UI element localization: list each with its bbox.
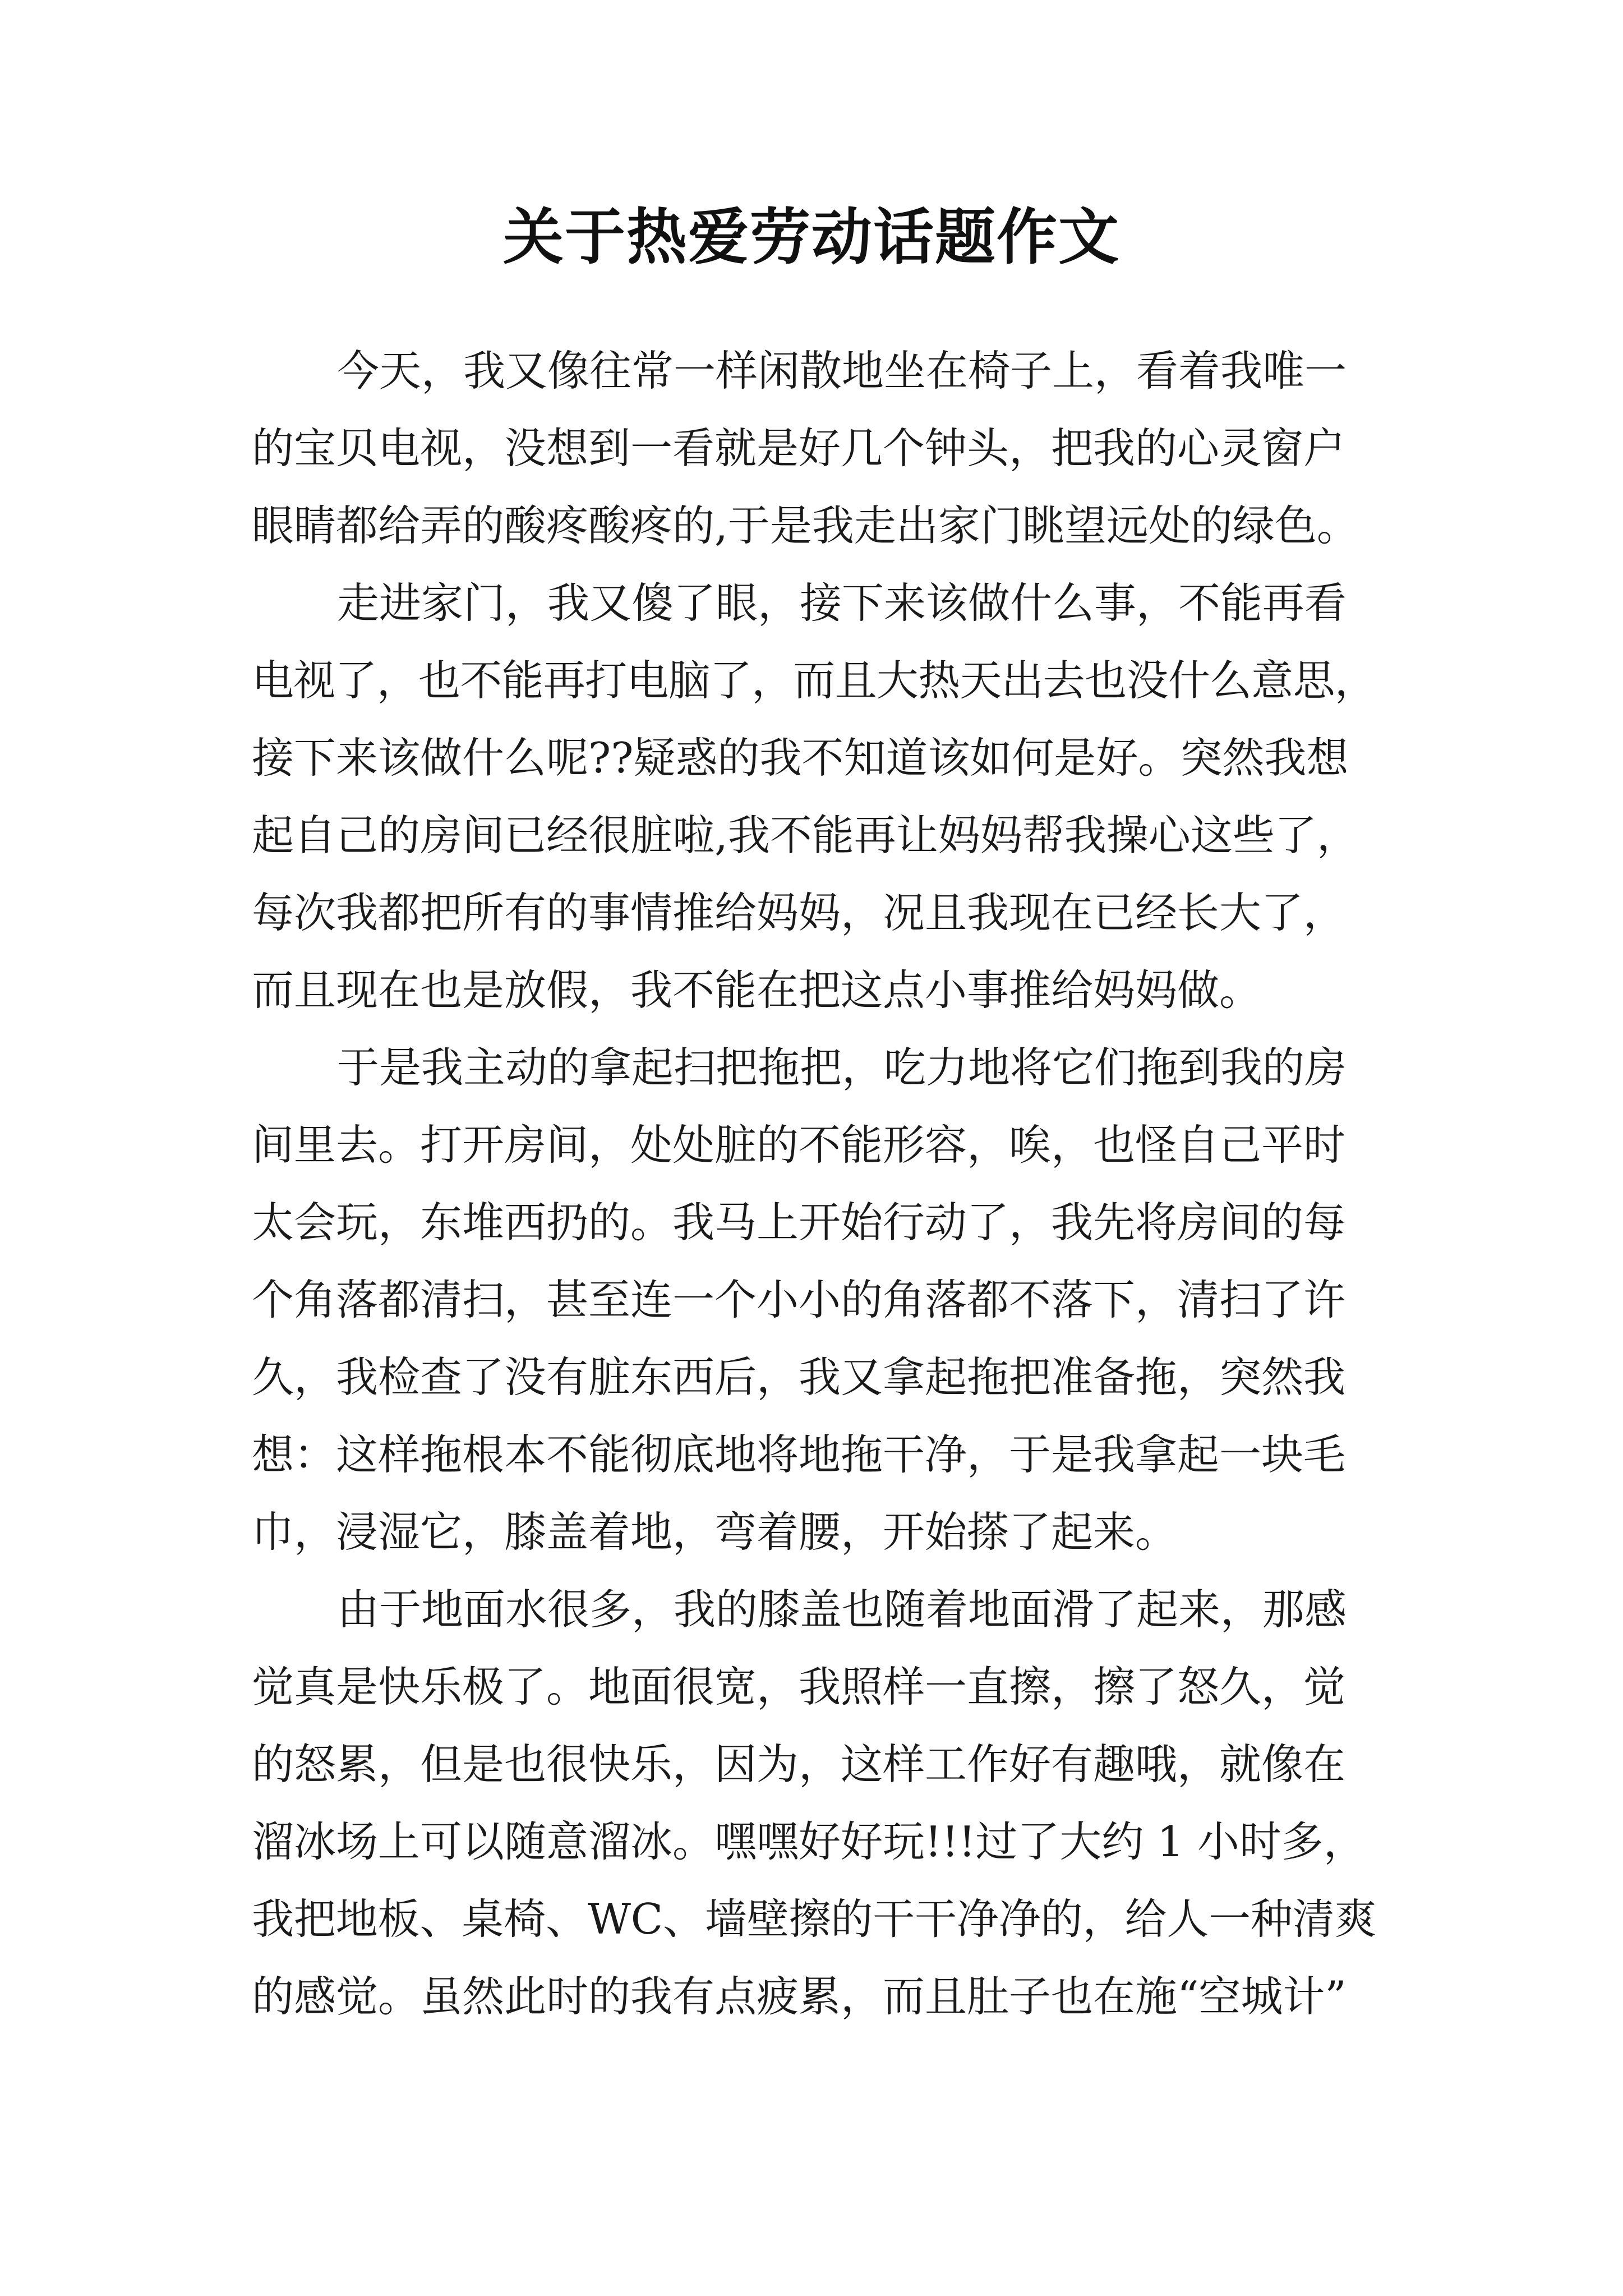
text-line: 想：这样拖根本不能彻底地将地拖干净，于是我拿起一块毛	[252, 1430, 1346, 1479]
text-line: 间里去。打开房间，处处脏的不能形容，唉，也怪自己平时	[252, 1120, 1346, 1170]
text-line: 而且现在也是放假，我不能在把这点小事推给妈妈做。	[252, 965, 1262, 1015]
paragraph-first-line: 今天，我又像往常一样闲散地坐在椅子上，看着我唯一	[337, 346, 1347, 395]
text-line: 的宝贝电视，没想到一看就是好几个钟头，把我的心灵窗户	[252, 424, 1346, 473]
text-line: 巾，浸湿它，膝盖着地，弯着腰，开始搽了起来。	[252, 1507, 1178, 1557]
text-line: 的感觉。虽然此时的我有点疲累，而且肚子也在施“空城计”	[252, 1972, 1347, 2021]
text-line: 每次我都把所有的事情推给妈妈，况且我现在已经长大了，	[252, 888, 1346, 937]
paragraph-first-line: 于是我主动的拿起扫把拖把，吃力地将它们拖到我的房	[337, 1043, 1347, 1092]
paragraph-first-line: 由于地面水很多，我的膝盖也随着地面滑了起来，那感	[337, 1585, 1347, 1634]
text-line: 电视了，也不能再打电脑了，而且大热天出去也没什么意思，	[252, 656, 1376, 705]
text-line: 个角落都清扫，甚至连一个小小的角落都不落下，清扫了许	[252, 1275, 1346, 1324]
text-line: 太会玩，东堆西扔的。我马上开始行动了，我先将房间的每	[252, 1198, 1346, 1247]
paragraph-first-line: 走进家门，我又傻了眼，接下来该做什么事，不能再看	[337, 578, 1347, 628]
document-title: 关于热爱劳动话题作文	[502, 202, 1120, 273]
text-line: 觉真是快乐极了。地面很宽，我照样一直擦，擦了怒久，觉	[252, 1662, 1346, 1711]
document-body	[252, 332, 1376, 2035]
text-line: 久，我检查了没有脏东西后，我又拿起拖把准备拖，突然我	[252, 1352, 1346, 1402]
text-line: 起自己的房间已经很脏啦,我不能再让妈妈帮我操心这些了，	[252, 811, 1359, 860]
text-line: 的怒累，但是也很快乐，因为，这样工作好有趣哦，就像在	[252, 1740, 1346, 1789]
text-line: 我把地板、桌椅、WC、墙壁擦的干干净净的，给人一种清爽	[252, 1894, 1376, 1944]
text-line: 眼睛都给弄的酸疼酸疼的,于是我走出家门眺望远处的绿色。	[252, 501, 1359, 550]
text-line: 接下来该做什么呢??疑惑的我不知道该如何是好。突然我想	[252, 733, 1349, 783]
text-line: 溜冰场上可以随意溜冰。嘿嘿好好玩!!!过了大约 1 小时多，	[252, 1817, 1366, 1866]
